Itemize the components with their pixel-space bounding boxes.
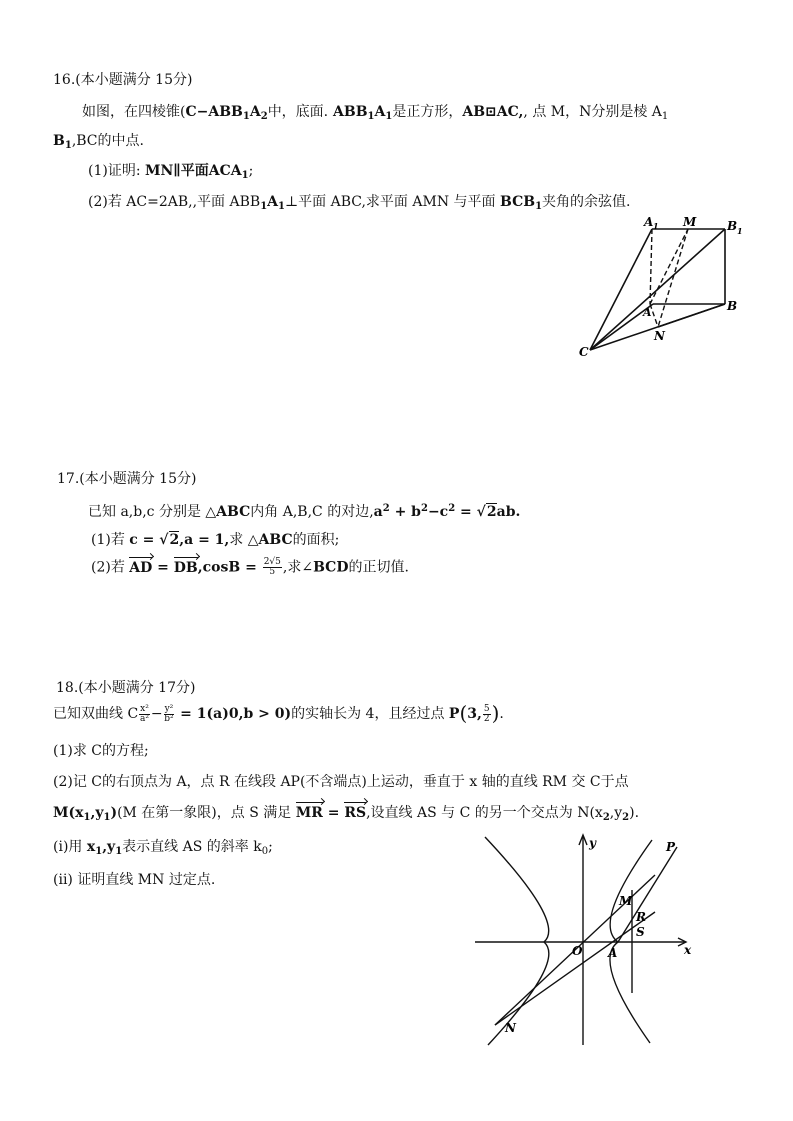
q18-sub-i: (i)用 $x_1,y_1$表示直线 AS 的斜率 $k_0$; [53, 839, 273, 857]
q16-part2: (2)若 AC=2AB,,平面 $ABB_1A_1\perp$平面 ABC,求平面 AMN 与平面 $BCB_1$夹角的余弦值. [88, 194, 631, 212]
fig18-label-S: S [636, 925, 645, 939]
label-A1: A [644, 215, 654, 229]
fig18-label-R: R [636, 910, 646, 924]
label-B: B [727, 299, 738, 313]
label-M: M [683, 215, 697, 229]
q16-stem-line2: $B_1,BC$的中点. [53, 133, 144, 151]
label-N: N [654, 329, 665, 343]
label-B1-sub: 1 [737, 226, 743, 236]
q18-sub-ii: (ii) 证明直线 MN 过定点. [53, 872, 216, 888]
fig18-label-N: N [505, 1021, 516, 1035]
q16-part1: (1)证明: MN∥平面$ACA_1$; [88, 163, 254, 181]
q16-pyramid-figure [570, 212, 750, 362]
q18-hyperbola-figure [440, 825, 700, 1050]
q17-header: 17.(本小题满分 15分) [57, 471, 197, 487]
fig18-label-A: A [608, 946, 618, 960]
fig18-label-P: P [666, 840, 676, 854]
q18-stem: 已知双曲线 C $\frac{\text{x²}}{\text{a²}}$ − $\frac{\text{y²}}{\text{b²}}$ = 1(a)0,b > 0)的实轴长为 4，且经过点 P(3, $\frac{5}{2}$ ). [53, 701, 504, 725]
q17-stem: 已知 a,b,c 分别是 △ABC内角 A,B,C 的对边$,a^2 + b^2-c^2 = √2ab$. [88, 503, 521, 520]
label-C: C [579, 345, 589, 359]
fig18-label-O: O [572, 944, 583, 958]
q17-part1: (1)若 c = √2,a = 1,求 △ABC的面积; [91, 532, 340, 548]
fig18-label-y: y [589, 836, 596, 850]
fig18-label-M: M [619, 894, 633, 908]
q16-header: 16.(本小题满分 15分) [53, 72, 193, 88]
fig18-label-x: x [684, 943, 692, 957]
q17-part2: (2)若 AD = DB,cosB = $\frac{2√5}{5}$ ,求∠BCD的正切值. [91, 557, 409, 577]
q18-header: 18.(本小题满分 17分) [56, 680, 196, 696]
label-B1: B [727, 219, 738, 233]
label-A: A [643, 306, 652, 319]
q16-stem-line1: 如图，在四棱锥($C-ABB_1A_2$中，底面. $ABB_1A_1$是正方形，AB⊡AC,, 点 M，N分别是棱 $A_1$ [82, 104, 669, 122]
q18-part2-line1: (2)记 C的右顶点为 A，点 R 在线段 AP(不含端点)上运动，垂直于 x 轴的直线 RM 交 C于点 [53, 774, 629, 790]
q18-part2-line2: $M(x_1,y_1)(M$ 在第一象限)，点 S 满足 MR = RS,设直线 AS 与 C 的另一个交点为 $N(x_2,y_2)$. [53, 805, 640, 823]
q18-part1: (1)求 C的方程; [53, 743, 149, 759]
label-A1-sub: 1 [653, 221, 659, 231]
